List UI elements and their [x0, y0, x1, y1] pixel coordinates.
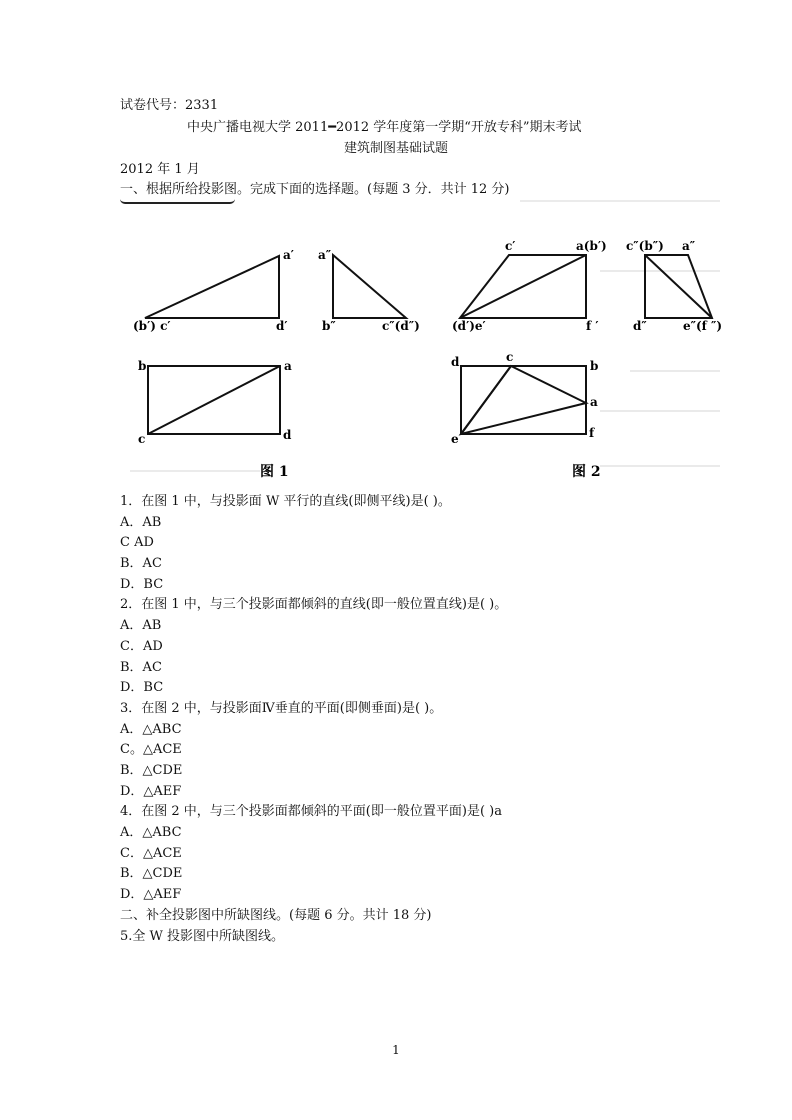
label-fig2-w-ef: e″(f ″): [683, 319, 723, 333]
question-2-option: C．AD: [120, 639, 163, 654]
fig2-h-triangle-ace: [461, 366, 586, 434]
label-fig2-h-e: e: [451, 432, 459, 446]
label-fig1-v-d: d′: [276, 319, 288, 333]
question-3-option: A．△ABC: [120, 722, 182, 737]
question-2-option: B．AC: [120, 660, 162, 675]
label-fig2-v-ab: a(b′): [576, 239, 607, 253]
question-1-option: D．BC: [120, 577, 164, 592]
label-fig1-v-a: a′: [283, 248, 294, 262]
label-fig1-w-a: a″: [318, 248, 332, 262]
exam-date: 2012 年 1 月: [120, 162, 200, 177]
question-2-option: D．BC: [120, 680, 164, 695]
label-fig1-h-a: a: [284, 359, 292, 373]
fig1-h-diagonal: [148, 366, 280, 434]
exam-title: 中央广播电视大学 2011━2012 学年度第一学期“开放专科”期末考试: [187, 120, 582, 135]
question-3-option: B．△CDE: [120, 763, 183, 778]
label-fig2-v-f: f ′: [586, 319, 599, 333]
question-3-option: D．△AEF: [120, 784, 182, 799]
fig2-w-diagonal: [645, 255, 712, 318]
label-fig2-w-cb: c″(b″): [626, 239, 664, 253]
paper-code: 试卷代号：2331: [120, 98, 219, 113]
label-fig2-w-d: d″: [633, 319, 647, 333]
exam-subtitle: 建筑制图基础试题: [343, 141, 448, 156]
label-fig1-w-b: b″: [322, 319, 336, 333]
label-fig1-h-d: d: [283, 428, 292, 442]
fig2-v-diagonal: [460, 255, 586, 318]
label-fig1-v-bc: (b′) c′: [133, 319, 171, 333]
question-1-option: B．AC: [120, 556, 162, 571]
label-fig2-v-c: c′: [505, 239, 516, 253]
label-fig1-h-c: c: [138, 432, 146, 446]
question-1-option: A．AB: [120, 515, 162, 530]
fig1-caption: 图 1: [260, 464, 289, 480]
question-4-option: A．△ABC: [120, 825, 182, 840]
label-fig2-h-c: c: [506, 350, 514, 364]
label-fig2-v-de: (d′)e′: [452, 319, 486, 333]
question-5-stem: 5.全 W 投影图中所缺图线。: [120, 929, 285, 944]
label-fig2-h-a: a: [590, 395, 598, 409]
label-fig2-h-b: b: [590, 359, 599, 373]
question-4-option: B．△CDE: [120, 866, 183, 881]
label-fig2-h-d: d: [451, 355, 460, 369]
question-1-stem: 1．在图 1 中，与投影面 W 平行的直线(即侧平线)是( )。: [120, 494, 451, 509]
question-3-option: C。△ACE: [120, 742, 182, 757]
question-4-option: D．△AEF: [120, 887, 182, 902]
fig1-v-triangle: [145, 256, 279, 318]
question-1-option: C AD: [120, 535, 154, 550]
label-fig1-w-cd: c″(d″): [382, 319, 420, 333]
question-4-stem: 4．在图 2 中，与三个投影面都倾斜的平面(即一般位置平面)是( )a: [120, 804, 502, 819]
question-3-stem: 3．在图 2 中，与投影面Ⅳ垂直的平面(即侧垂面)是( )。: [120, 701, 443, 716]
section-1-heading: 一、根据所给投影图。完成下面的选择题。(每题 3 分．共计 12 分): [120, 182, 510, 197]
fig1-w-triangle: [333, 255, 406, 318]
section-2-heading: 二、补全投影图中所缺图线。(每题 6 分。共计 18 分): [120, 908, 432, 923]
label-fig2-h-f: f: [589, 426, 595, 440]
fig2-h-rectangle: [461, 366, 586, 434]
page-number: 1: [392, 1043, 400, 1057]
label-fig1-h-b: b: [138, 359, 147, 373]
fig2-caption: 图 2: [572, 464, 601, 480]
label-fig2-w-a: a″: [682, 239, 696, 253]
question-2-option: A．AB: [120, 618, 162, 633]
question-4-option: C．△ACE: [120, 846, 182, 861]
question-2-stem: 2．在图 1 中，与三个投影面都倾斜的直线(即一般位置直线)是( )。: [120, 597, 508, 612]
